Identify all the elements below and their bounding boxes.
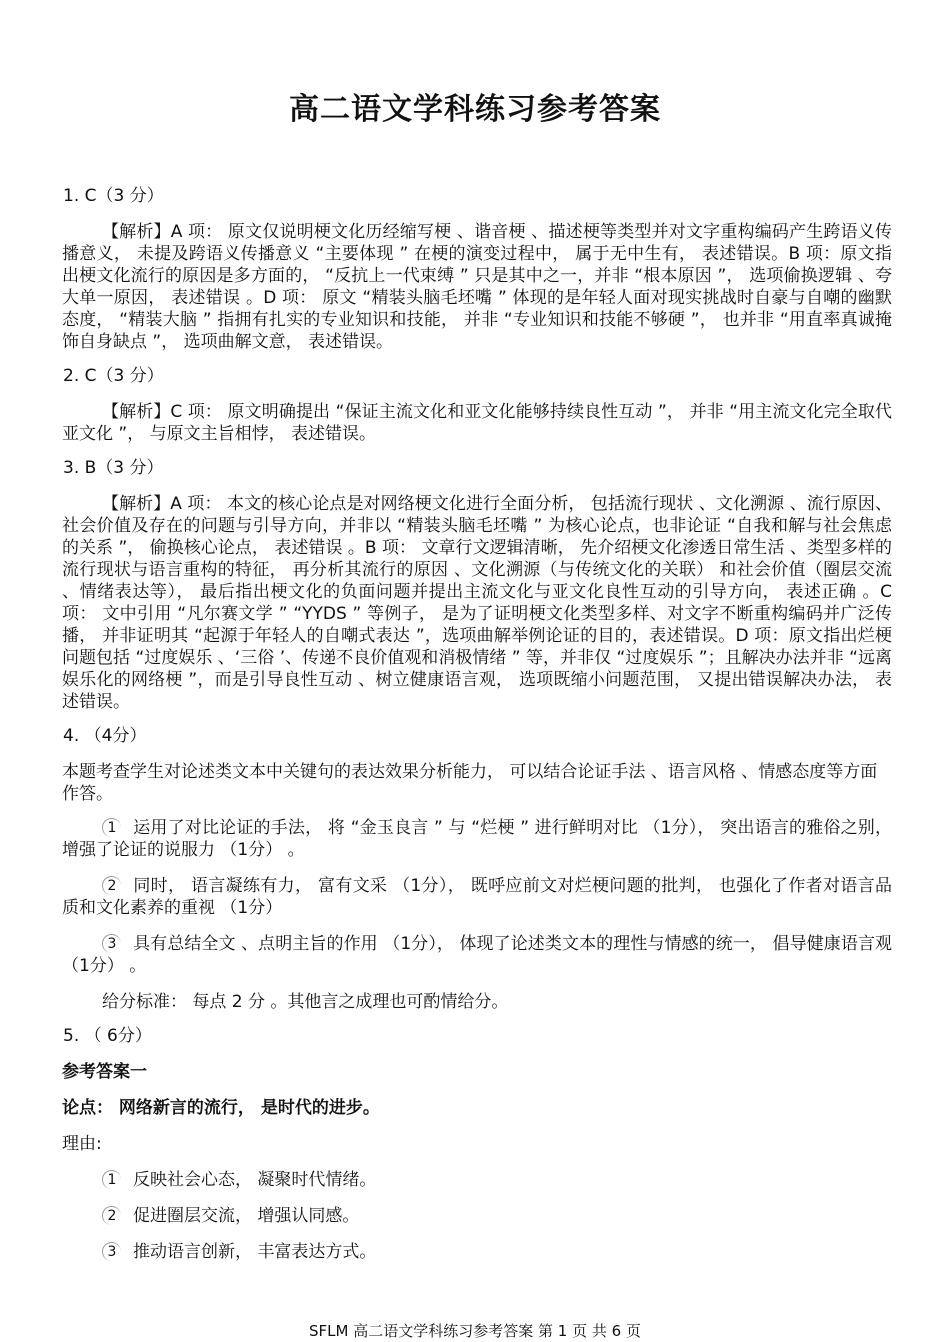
q4-point-3 [62,933,892,977]
q5-reason-2-text: 促进圈层交流， 增强认同感。 [133,1206,360,1226]
q3-analysis: 【解析】A 项： 本文的核心论点是对网络梗文化进行全面分析， 包括流行现状 、文化溯源 、流行原因、社会价值及存在的问题与引导方向，并非以 “精装头脑毛坯嘴 ” 为核心论点，也非论证 “自我和解与社会焦虑的关系 ”， 偷换核心论点， 表述错误 。B 项： 文章行文逻辑清晰， 先介绍梗文化渗透日常生活 、类型多样的流行现状与语言重构的特征， 再分析其流行的原因 、文化溯源（与传统文化的关联） 和社会价值（圈层交流 、情绪表达等）， 最后指出梗文化的负面问题并提出主流文化与亚文化良性互动的引导方向， 表述正确 。C 项： 文中引用 “凡尔赛文学 ” “YYDS ” 等例子， 是为了证明梗文化类型多样、对文字不断重构编码并广泛传播， 并非证明其 “起源于年轻人的自嘲式表达 ”，选项曲解举例论证的目的，表述错误。D 项：原文指出烂梗问题包括 “过度娱乐 、‘三俗 ’、传递不良价值观和消极情绪 ” 等，并非仅 “过度娱乐 ”；且解决办法并非 “远离娱乐化的网络梗 ”，而是引导良性互动 、树立健康语言观， 选项既缩小问题范围， 又提出错误解决办法， 表述错误。 [62,494,892,712]
q4-point-2 [62,875,892,919]
q3-heading: 3. B（3 分） [63,458,164,478]
q2-analysis: 【解析】C 项： 原文明确提出 “保证主流文化和亚文化能够持续良性互动 ”， 并非 “用主流文化完全取代亚文化 ”， 与原文主旨相悖， 表述错误。 [62,402,892,444]
q5-argument: 论点： 网络新言的流行， 是时代的进步。 [62,1098,380,1118]
circled-number-3: 3 [102,1242,121,1261]
page-footer: SFLM 高二语文学科练习参考答案 第 1 页 共 6 页 [309,1322,641,1340]
q4-heading: 4. （4分） [63,726,147,746]
circled-number-1: 1 [102,818,121,837]
q1-analysis: 【解析】A 项： 原文仅说明梗文化历经缩写梗 、谐音梗 、描述梗等类型并对文字重构编码产生跨语义传播意义， 未提及跨语义传播意义 “主要体现 ” 在梗的演变过程中， 属于无中生有， 表述错误。B 项：原文指出梗文化流行的原因是多方面的， “反抗上一代束缚 ” 只是其中之一，并非 “根本原因 ”， 选项偷换逻辑 、夸大单一原因， 表述错误 。D 项： 原文 “精装头脑毛坯嘴 ” 体现的是年轻人面对现实挑战时自豪与自嘲的幽默态度， “精装大脑 ” 指拥有扎实的专业知识和技能， 并非 “专业知识和技能不够硬 ”， 也并非 “用直率真诚掩饰自身缺点 ”， 选项曲解文意， 表述错误。 [62,222,892,352]
page-title: 高二语文学科练习参考答案 [289,92,661,127]
circled-number-2: 2 [102,876,121,895]
q4-point-2-text: 同时， 语言凝练有力， 富有文采 （1分）， 既呼应前文对烂梗问题的批判， 也强化了作者对语言品质和文化素养的重视 （1分） [62,876,892,918]
q5-answer-title: 参考答案一 [62,1062,147,1082]
q5-reason-3 [62,1241,892,1263]
circled-number-2: 2 [102,1206,121,1225]
q5-reason-1 [62,1169,892,1191]
q5-reason-3-text: 推动语言创新， 丰富表达方式。 [133,1242,377,1262]
q2-heading: 2. C（3 分） [63,366,164,386]
q5-reason-label: 理由: [62,1134,102,1154]
answer-content [62,185,892,1277]
circled-number-3: 3 [102,934,121,953]
q4-point-1 [62,817,892,861]
q4-point-1-text: 运用了对比论证的手法， 将 “金玉良言 ” 与 “烂梗 ” 进行鲜明对比 （1分）， 突出语言的雅俗之别， 增强了论证的说服力 （1分） 。 [62,818,892,860]
q5-heading: 5. （ 6分） [63,1026,152,1046]
circled-number-1: 1 [102,1170,121,1189]
q5-reason-1-text: 反映社会心态， 凝聚时代情绪。 [133,1170,377,1190]
q4-score-note: 给分标准： 每点 2 分 。其他言之成理也可酌情给分。 [102,992,509,1012]
q4-point-3-text: 具有总结全文 、点明主旨的作用 （1分）， 体现了论述类文本的理性与情感的统一， 倡导健康语言观（1分） 。 [62,934,892,976]
q4-intro: 本题考查学生对论述类文本中关键句的表达效果分析能力， 可以结合论证手法 、语言风格 、情感态度等方面作答。 [62,762,878,804]
q1-heading: 1. C（3 分） [63,186,164,206]
q5-reason-2 [62,1205,892,1227]
